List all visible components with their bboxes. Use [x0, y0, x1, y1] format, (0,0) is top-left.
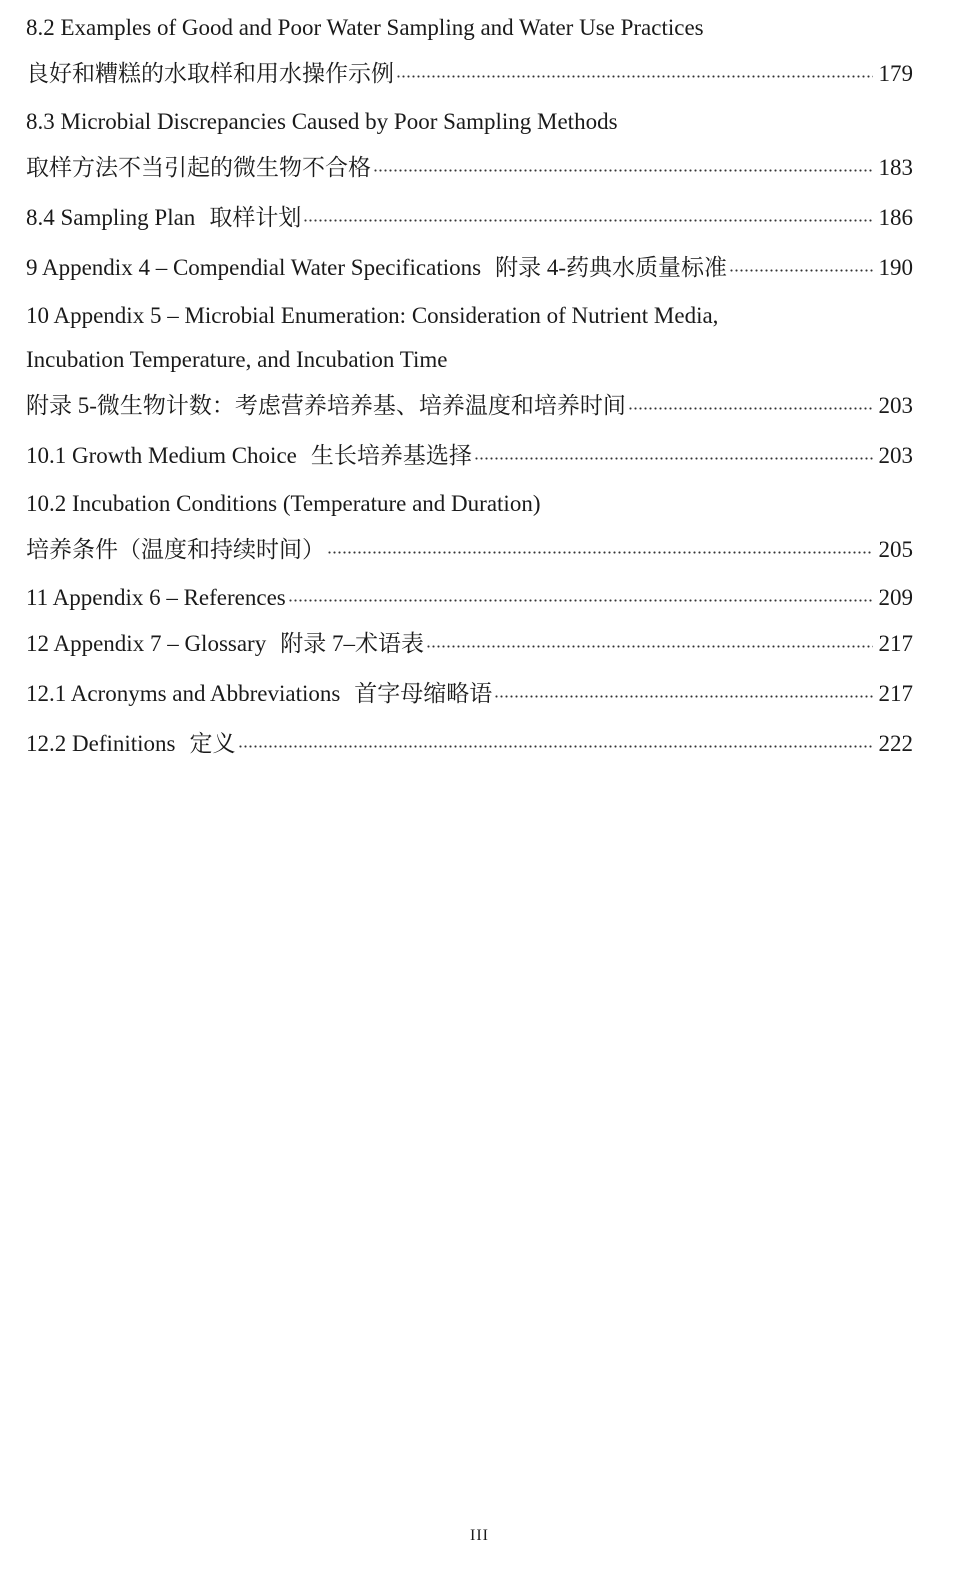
toc-page-number: 179 — [878, 61, 913, 86]
dot-leader — [628, 407, 873, 410]
toc-title-en: 9 Appendix 4 – Compendial Water Specifications — [26, 255, 482, 280]
dot-leader — [303, 219, 872, 222]
toc-title-cn: 取样计划 — [209, 205, 302, 230]
toc-entry-8-3[interactable] — [26, 148, 913, 188]
toc-entry-10-1[interactable] — [26, 436, 913, 476]
toc-entry-8-4[interactable] — [26, 198, 913, 238]
toc-entry-10-2[interactable] — [26, 530, 913, 570]
toc-page-number: 217 — [878, 631, 913, 656]
toc-entry-title — [26, 8, 913, 48]
toc-page-number: 205 — [878, 537, 913, 562]
toc-title-en: 12.2 Definitions — [26, 731, 176, 756]
toc-page-number: 186 — [878, 205, 913, 230]
toc-page-number: 203 — [878, 443, 913, 468]
dot-leader — [729, 269, 872, 272]
toc-title-cn: 附录 7–术语表 — [280, 631, 424, 656]
toc-title-en: 8.4 Sampling Plan — [26, 205, 196, 230]
toc-page-number: 217 — [878, 681, 913, 706]
toc-page-number: 222 — [878, 731, 913, 756]
toc-page-number: 183 — [878, 155, 913, 180]
toc-title-en: 12.1 Acronyms and Abbreviations — [26, 681, 341, 706]
toc-title-en: 8.2 Examples of Good and Poor Water Sampling and Water Use Practices — [26, 15, 704, 40]
toc-title-en: 10.2 Incubation Conditions (Temperature and Duration) — [26, 491, 541, 516]
dot-leader — [238, 745, 873, 748]
toc-entry-10[interactable] — [26, 386, 913, 426]
toc-title-cn: 培养条件（温度和持续时间） — [26, 537, 325, 562]
toc-title-cn: 生长培养基选择 — [310, 443, 472, 468]
toc-entry-title — [26, 296, 913, 336]
table-of-contents — [26, 8, 913, 764]
dot-leader — [373, 169, 873, 172]
toc-title-cn: 良好和糟糕的水取样和用水操作示例 — [26, 61, 394, 86]
toc-title-en-continued: Incubation Temperature, and Incubation Time — [26, 347, 448, 372]
toc-title-cn: 取样方法不当引起的微生物不合格 — [26, 155, 371, 180]
toc-entry-11[interactable] — [26, 578, 913, 618]
toc-entry-title — [26, 102, 913, 142]
toc-entry-12-2[interactable] — [26, 724, 913, 764]
toc-page-number: 203 — [878, 393, 913, 418]
toc-entry-title — [26, 340, 913, 380]
toc-entry-8-2[interactable] — [26, 54, 913, 94]
toc-title-cn: 附录 5-微生物计数：考虑营养培养基、培养温度和培养时间 — [26, 393, 626, 418]
toc-title-cn: 首字母缩略语 — [354, 681, 493, 706]
toc-entry-title — [26, 484, 913, 524]
toc-title-cn: 定义 — [189, 731, 236, 756]
toc-title-en: 8.3 Microbial Discrepancies Caused by Poor Sampling Methods — [26, 109, 618, 134]
toc-title-en: 11 Appendix 6 – References — [26, 585, 286, 610]
dot-leader — [288, 599, 873, 602]
toc-page-number: 190 — [878, 255, 913, 280]
dot-leader — [426, 645, 873, 648]
toc-title-cn: 附录 4-药典水质量标准 — [495, 255, 728, 280]
dot-leader — [494, 695, 872, 698]
dot-leader — [474, 457, 873, 460]
toc-title-en: 10.1 Growth Medium Choice — [26, 443, 297, 468]
toc-title-en: 10 Appendix 5 – Microbial Enumeration: Consideration of Nutrient Media, — [26, 303, 719, 328]
toc-entry-12-1[interactable] — [26, 674, 913, 714]
dot-leader — [396, 75, 873, 78]
footer-page-number: III — [470, 1527, 489, 1544]
toc-title-en: 12 Appendix 7 – Glossary — [26, 631, 267, 656]
toc-entry-9[interactable] — [26, 248, 913, 288]
dot-leader — [327, 551, 873, 554]
toc-page-number: 209 — [878, 585, 913, 610]
toc-entry-12[interactable] — [26, 624, 913, 664]
